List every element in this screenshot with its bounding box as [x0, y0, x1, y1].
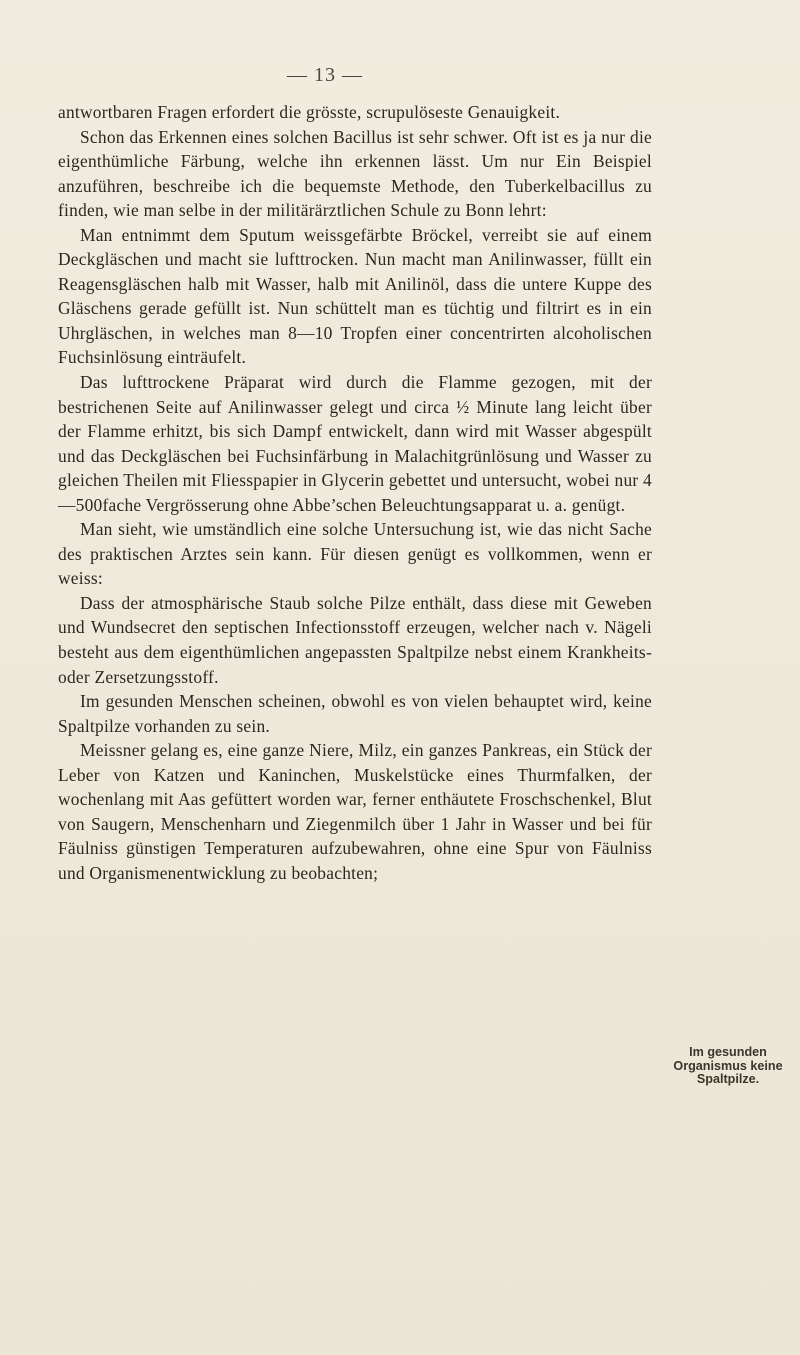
paragraph-2: Schon das Erkennen eines solchen Bacillus ist sehr schwer. Oft ist es ja nur die eigenthümliche Färbung, welche ihn erkennen lässt. Um nur Ein Beispiel anzuführen, beschreibe ich die bequemste Methode, den Tuberkelbacillus zu finden, wie man selbe in der militärärztlichen Schule zu Bonn lehrt: — [58, 126, 652, 221]
paragraph-4: Das lufttrockene Präparat wird durch die Flamme gezogen, mit der bestrichenen Seite auf Anilinwasser gelegt und circa ½ Minute lang leicht über der Flamme erhitzt, bis sich Dampf entwickelt, dann wird mit Wasser abgespült und das Deckgläschen bei Fuchsinfärbung in Malachitgrünlösung und Wasser zu gleichen Theilen mit Fliesspapier in Glycerin gebettet und untersucht, wobei nur 4—500fache Vergrösserung ohne Abbe’schen Beleuchtungsapparat u. a. genügt. — [58, 372, 652, 515]
margin-note: Im gesunden Organismus keine Spaltpilze. — [673, 1045, 783, 1086]
body-text — [58, 100, 652, 886]
page-number: — 13 — — [287, 64, 363, 86]
paragraph-8: Meissner gelang es, eine ganze Niere, Milz, ein ganzes Pankreas, ein Stück der Leber von Katzen und Kaninchen, Muskelstücke eines Thurmfalken, der wochenlang mit Aas gefüttert worden war, ferner enthäutete Froschschenkel, Blut von Saugern, Menschenharn und Ziegenmilch über 1 Jahr in Wasser und bei für Fäulniss günstigen Temperaturen aufzubewahren, ohne eine Spur von Fäulniss und Organismenentwicklung zu beobachten; — [58, 740, 652, 883]
paragraph-6: Dass der atmosphärische Staub solche Pilze enthält, dass diese mit Geweben und Wundsecret den septischen Infectionsstoff erzeugen, welcher nach v. Nägeli besteht aus dem eigenthümlichen angepassten Spaltpilze nebst einem Krankheits- oder Zersetzungsstoff. — [58, 592, 652, 687]
paragraph-1: antwortbaren Fragen erfordert die grösste, scrupulöseste Genauigkeit. — [58, 102, 561, 122]
paragraph-7: Im gesunden Menschen scheinen, obwohl es von vielen behauptet wird, keine Spaltpilze vorhanden zu sein. — [58, 691, 652, 736]
paragraph-5: Man sieht, wie umständlich eine solche Untersuchung ist, wie das nicht Sache des praktischen Arztes sein kann. Für diesen genügt es vollkommen, wenn er weiss: — [58, 519, 652, 589]
paragraph-3: Man entnimmt dem Sputum weissgefärbte Bröckel, verreibt sie auf einem Deckgläschen und macht sie lufttrocken. Nun macht man Anilinwasser, füllt ein Reagensgläschen halb mit Wasser, halb mit Anilinöl, dass die untere Kuppe des Gläschens gerade gefüllt ist. Nun schüttelt man es tüchtig und filtrirt es in ein Uhrgläschen, in welches man 8—10 Tropfen einer concentrirten alcoholischen Fuchsinlösung einträufelt. — [58, 224, 652, 368]
